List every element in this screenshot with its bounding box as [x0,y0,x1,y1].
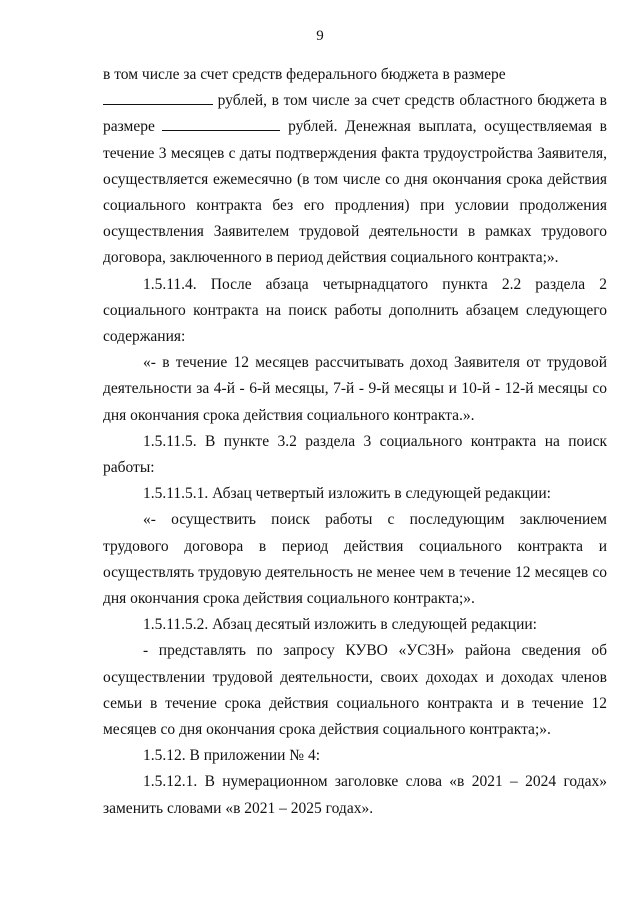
blank-amount-regional [162,116,280,131]
document-body [103,62,607,822]
paragraph-text: рублей, в том числе за счет средств областного бюджета в размере [103,92,607,136]
paragraph-text: рублей. Денежная выплата, осуществляемая в течение 3 месяцев с даты подтверждения факта трудоустройства Заявителя, осуществляется ежемесячно (в том числе со дня окончания срока действия социального контракта без его продления) при условии продолжения осуществления Заявителем трудовой деятельности в рамках трудового договора, заключенного в период действия социального контракта;». [103,118,607,267]
paragraph-text: в том числе за счет средств федерального бюджета в размере [103,66,506,83]
page-number: 9 [316,28,324,44]
paragraph-job-search-quote: «- осуществить поиск работы с последующим заключением трудового договора в период действия социального контракта и осуществлять трудовую деятельность не менее чем в течение 12 месяцев со дня окончания срока действия социального контракта;». [103,511,607,608]
paragraph-1-5-12-1: 1.5.12.1. В нумерационном заголовке слова «в 2021 – 2024 годах» заменить словами «в 2021 – 2025 годах». [103,773,607,817]
blank-amount-federal [103,90,213,105]
paragraph-budget-amounts [103,88,607,271]
paragraph-1-5-11-5-2: 1.5.11.5.2. Абзац десятый изложить в следующей редакции: [143,616,537,634]
paragraph-report-quote: - представлять по запросу КУВО «УСЗН» района сведения об осуществлении трудовой деятельности, своих доходах и доходах членов семьи в течение срока действия социального контракта и в течение 12 месяцев со дня окончания срока действия социального контракта;». [103,642,607,739]
paragraph-budget-line [103,62,607,88]
paragraph-1-5-11-5-1: 1.5.11.5.1. Абзац четвертый изложить в следующей редакции: [143,485,551,503]
paragraph-1-5-12: 1.5.12. В приложении № 4: [143,747,321,765]
paragraph-1-5-11-5: 1.5.11.5. В пункте 3.2 раздела 3 социального контракта на поиск работы: [103,432,607,477]
paragraph-income-quote: «- в течение 12 месяцев рассчитывать доход Заявителя от трудовой деятельности за 4-й - 6-й месяцы, 7-й - 9-й месяцы и 10-й - 12-й месяцы со дня окончания срока действия социального контракта.». [103,354,607,424]
paragraph-1-5-11-4: 1.5.11.4. После абзаца четырнадцатого пункта 2.2 раздела 2 социального контракта на поиск работы дополнить абзацем следующего содержания: [103,275,607,346]
